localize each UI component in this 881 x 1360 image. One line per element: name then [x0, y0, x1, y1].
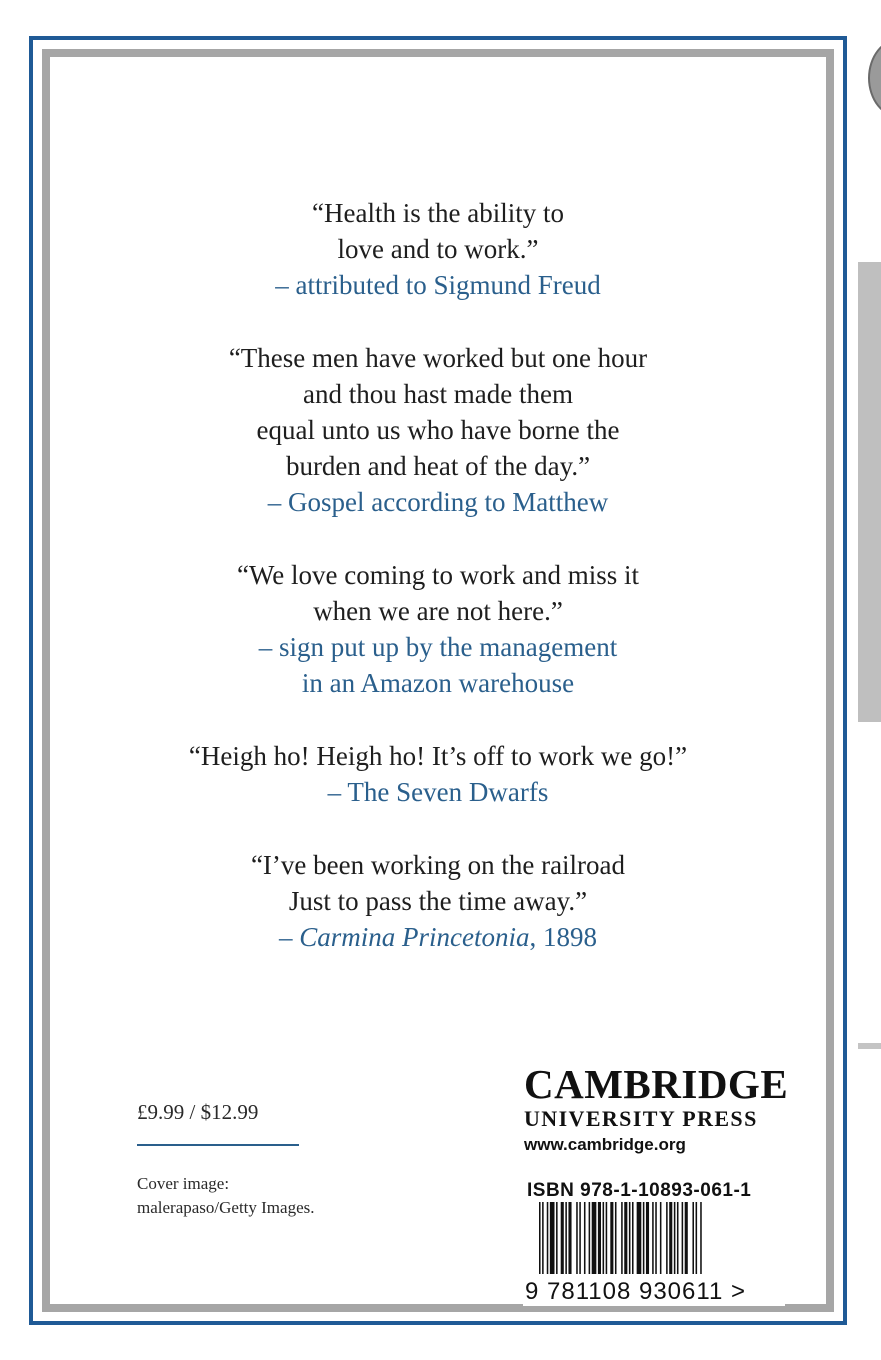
- barcode-bar: [632, 1202, 634, 1274]
- barcode-bar: [550, 1202, 555, 1274]
- publisher-subtitle: UNIVERSITY PRESS: [524, 1106, 758, 1131]
- barcode-bar: [624, 1202, 627, 1274]
- attribution-suffix: , 1898: [529, 922, 597, 952]
- quote-attribution: – attributed to Sigmund Freud: [275, 270, 601, 300]
- barcode-bar: [696, 1202, 698, 1274]
- adjacent-spine-line: [858, 1043, 881, 1049]
- barcode-bar: [568, 1202, 571, 1274]
- quote-line: “These men have worked but one hour: [228, 343, 648, 373]
- quote-matthew: [42, 340, 834, 520]
- attribution-title: Carmina Princetonia: [299, 922, 530, 952]
- barcode-bar: [629, 1202, 631, 1274]
- barcode-bar: [561, 1202, 564, 1274]
- quote-line: “I’ve been working on the railroad: [250, 850, 626, 880]
- barcode-bar: [592, 1202, 597, 1274]
- barcode-digits: 9 781108 930611 >: [525, 1278, 746, 1305]
- quote-attribution: – The Seven Dwarfs: [327, 777, 549, 807]
- barcode-bar: [660, 1202, 662, 1274]
- quote-attribution: – sign put up by the management: [258, 632, 618, 662]
- barcode-bar: [584, 1202, 586, 1274]
- barcode-bar: [669, 1202, 672, 1274]
- barcode-bar: [579, 1202, 581, 1274]
- barcode-bar: [606, 1202, 608, 1274]
- adjacent-spine-strip: [858, 262, 881, 722]
- price-divider: [137, 1144, 299, 1146]
- quote-attribution: – Gospel according to Matthew: [267, 487, 609, 517]
- barcode-bar: [700, 1202, 702, 1274]
- quote-freud: [42, 195, 834, 303]
- barcode-bar: [589, 1202, 591, 1274]
- barcode-bar: [692, 1202, 694, 1274]
- barcode-bar: [615, 1202, 617, 1274]
- quote-line: love and to work.”: [337, 234, 539, 264]
- barcode-bar: [565, 1202, 567, 1274]
- quote-attribution: in an Amazon warehouse: [301, 668, 575, 698]
- barcode-bar: [685, 1202, 688, 1274]
- barcode-bar: [646, 1202, 649, 1274]
- barcode-bar: [547, 1202, 549, 1274]
- barcode-bar: [637, 1202, 642, 1274]
- barcode-bar: [682, 1202, 684, 1274]
- barcode-bar: [677, 1202, 679, 1274]
- barcode-bar: [621, 1202, 623, 1274]
- quote-attribution: [42, 919, 834, 955]
- cover-credit-line2: malerapaso/Getty Images.: [137, 1198, 315, 1217]
- cover-credit-line1: Cover image:: [137, 1174, 230, 1193]
- publisher-url: www.cambridge.org: [524, 1135, 686, 1154]
- attribution-prefix: –: [279, 922, 300, 952]
- barcode-bar: [556, 1202, 558, 1274]
- quote-line: Just to pass the time away.”: [288, 886, 588, 916]
- publisher-name: CAMBRIDGE: [524, 1061, 789, 1107]
- quote-line: and thou hast made them: [303, 379, 573, 409]
- quote-line: “Heigh ho! Heigh ho! It’s off to work we go!”: [188, 741, 688, 771]
- barcode-bar: [610, 1202, 613, 1274]
- isbn-label: ISBN 978-1-10893-061-1: [527, 1180, 752, 1201]
- quote-line: burden and heat of the day.”: [285, 451, 591, 481]
- price-label: £9.99 / $12.99: [137, 1100, 259, 1124]
- barcode-bar: [539, 1202, 541, 1274]
- quotes-block: [42, 195, 834, 992]
- barcode-bar: [655, 1202, 657, 1274]
- quote-amazon: [42, 557, 834, 701]
- barcode-bar: [666, 1202, 668, 1274]
- barcode-bar: [643, 1202, 645, 1274]
- cover-credit: [137, 1172, 315, 1220]
- quote-dwarfs: [42, 738, 834, 810]
- quote-railroad: [42, 847, 834, 955]
- adjacent-cover-disc: [868, 38, 881, 118]
- barcode-bar: [542, 1202, 544, 1274]
- barcode-bar: [598, 1202, 601, 1274]
- isbn-barcode: [523, 1176, 785, 1306]
- quote-line: equal unto us who have borne the: [256, 415, 620, 445]
- barcode-bar: [576, 1202, 578, 1274]
- quote-line: when we are not here.”: [313, 596, 563, 626]
- publisher-logo: [524, 1061, 789, 1156]
- quote-line: “Health is the ability to: [312, 198, 564, 228]
- barcode-bar: [603, 1202, 605, 1274]
- barcode-bar: [674, 1202, 676, 1274]
- barcode-bars: [523, 1202, 785, 1280]
- barcode-bar: [652, 1202, 654, 1274]
- quote-line: “We love coming to work and miss it: [236, 560, 639, 590]
